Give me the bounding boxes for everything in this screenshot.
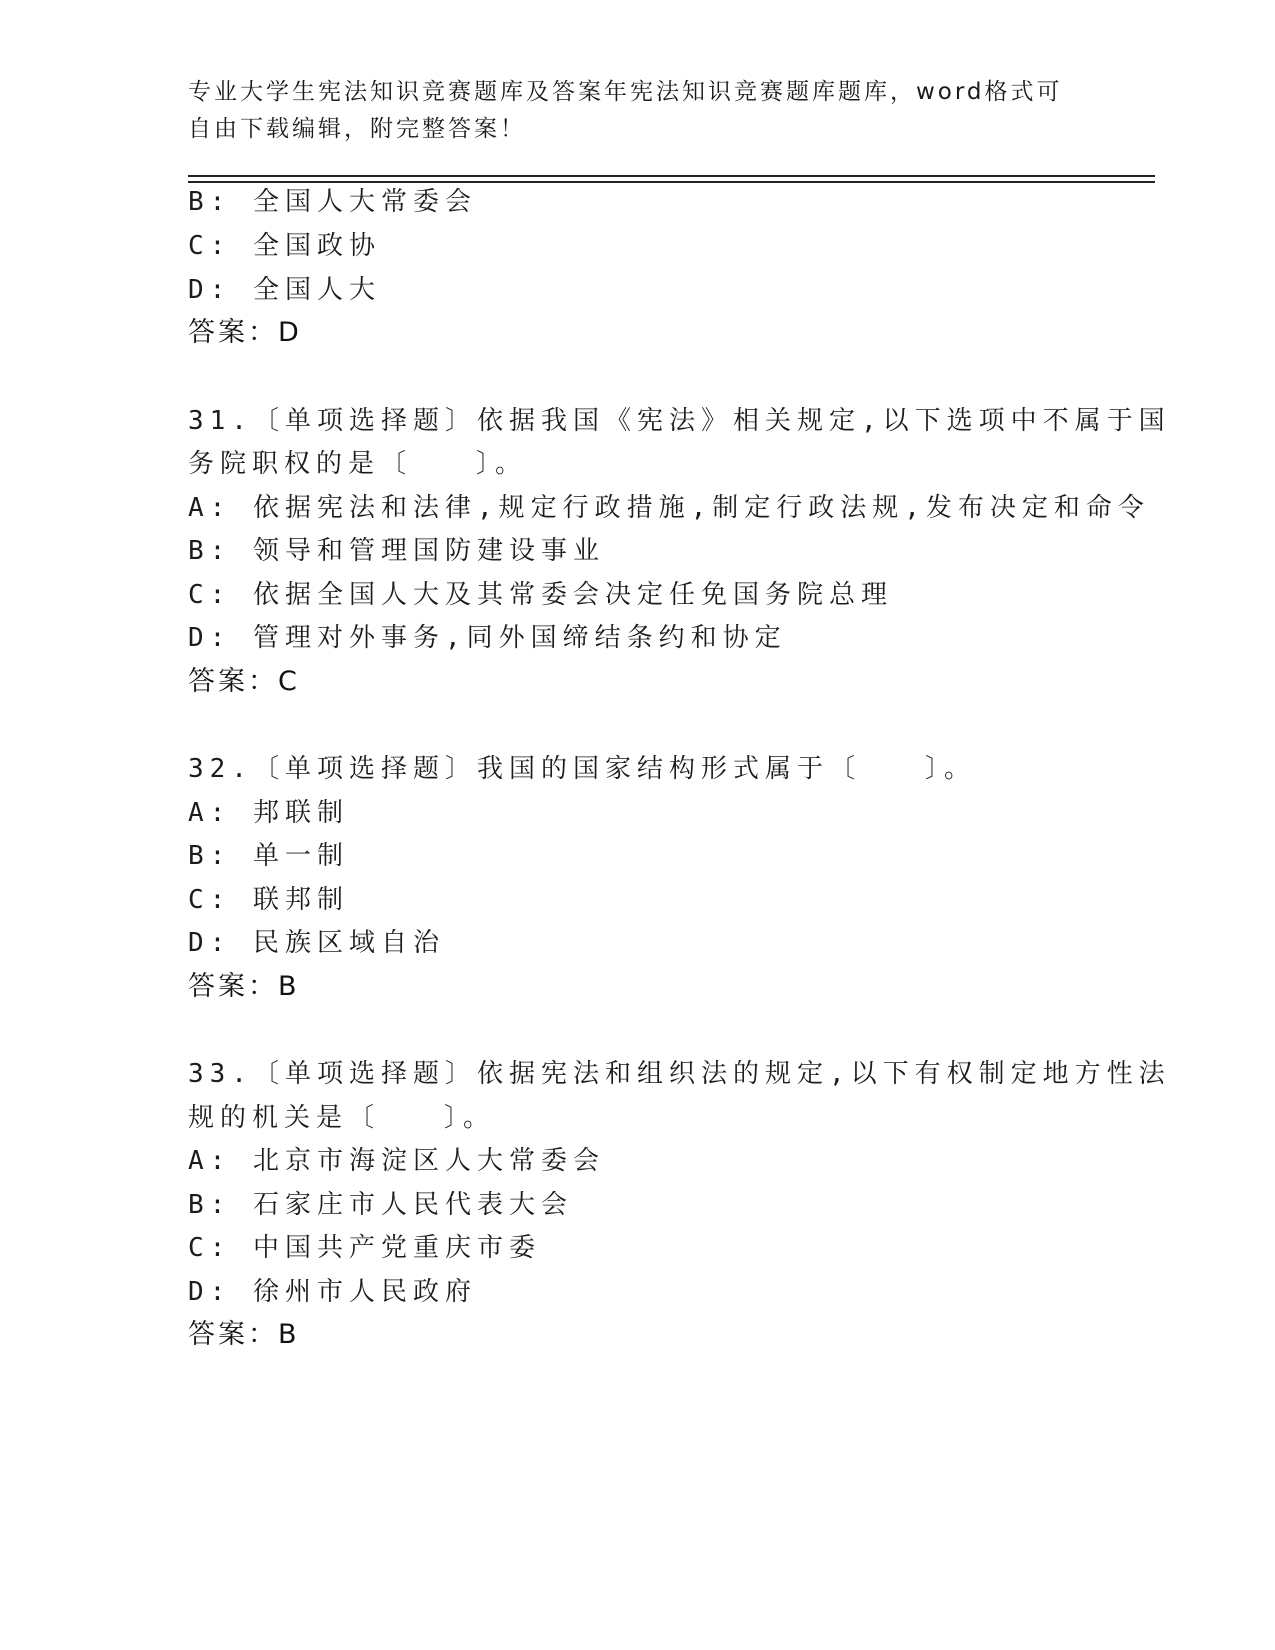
header-divider-top: [188, 175, 1155, 177]
option-a: A: 邦联制: [188, 798, 349, 828]
option-d: D: 徐州市人民政府: [188, 1277, 477, 1307]
question-stem-line: 31.〔单项选择题〕依据我国《宪法》相关规定,以下选项中不属于国: [188, 406, 1171, 436]
option-c: C: 联邦制: [188, 885, 349, 915]
option-d: D: 民族区域自治: [188, 928, 445, 958]
option-a: A: 依据宪法和法律,规定行政措施,制定行政法规,发布决定和命令: [188, 493, 1150, 523]
option-b: B: 领导和管理国防建设事业: [188, 536, 605, 566]
header-divider-bottom: [188, 181, 1155, 183]
option-a: A: 北京市海淀区人大常委会: [188, 1146, 605, 1176]
question-stem-line: 规的机关是〔 〕。: [188, 1103, 496, 1133]
option-c: C: 中国共产党重庆市委: [188, 1233, 541, 1263]
answer-label: 答案：B: [188, 971, 300, 1002]
option-c: C: 依据全国人大及其常委会决定任免国务院总理: [188, 580, 893, 610]
document-header: 专业大学生宪法知识竞赛题库及答案年宪法知识竞赛题库题库，word格式可自由下载编辑，附完整答案！: [188, 79, 1063, 142]
option-d: D: 管理对外事务,同外国缔结条约和协定: [188, 623, 787, 653]
answer-label: 答案：C: [188, 666, 300, 697]
option-b: B: 单一制: [188, 841, 349, 871]
option-c: C: 全国政协: [188, 231, 381, 261]
question-stem-line: 32.〔单项选择题〕我国的国家结构形式属于〔 〕。: [188, 754, 976, 784]
option-d: D: 全国人大: [188, 275, 381, 305]
question-stem-line: 务院职权的是〔 〕。: [188, 449, 528, 479]
answer-label: 答案：D: [188, 317, 302, 348]
option-b: B: 石家庄市人民代表大会: [188, 1190, 573, 1220]
option-b: B: 全国人大常委会: [188, 187, 477, 217]
question-stem-line: 33.〔单项选择题〕依据宪法和组织法的规定,以下有权制定地方性法: [188, 1059, 1171, 1089]
answer-label: 答案：B: [188, 1319, 300, 1350]
